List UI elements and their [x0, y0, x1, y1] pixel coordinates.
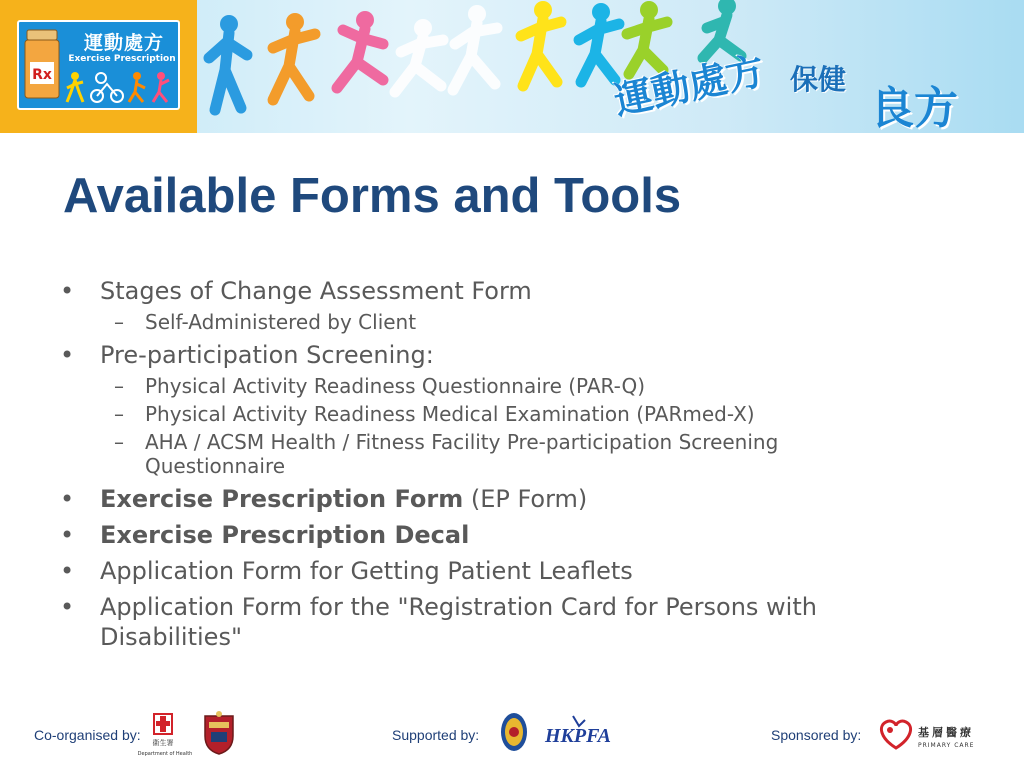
- pill-bottle-icon: [21, 24, 69, 110]
- runner-orange-figure: [273, 13, 315, 100]
- page-title: Available Forms and Tools: [63, 169, 682, 223]
- sub-bullet-item: [60, 402, 960, 426]
- logo-subtitle: Exercise Prescription: [68, 54, 176, 64]
- primary-care-cn: 基層醫療: [918, 726, 974, 739]
- bullet-text: Pre-participation Screening:: [100, 341, 434, 369]
- runner-yellow-figure: [521, 1, 561, 86]
- primary-care-logo: [876, 714, 988, 754]
- bullet-item: [60, 556, 960, 586]
- runner-pink-figure: [337, 11, 383, 88]
- slogan-part3: 良方: [870, 83, 958, 134]
- sub-bullet-text: Self-Administered by Client: [145, 310, 417, 334]
- exercise-prescription-logo: [0, 0, 197, 133]
- bullet-text: Application Form for Getting Patient Leaflets: [100, 557, 633, 585]
- bullet-item: [60, 276, 960, 306]
- bullet-item: [60, 484, 960, 514]
- sub-bullet-text: Physical Activity Readiness Medical Examination (PARmed-X): [145, 402, 755, 426]
- bullet-mark: •: [60, 593, 75, 621]
- hkpfa-logo: [543, 712, 611, 752]
- sub-bullet-item: [60, 430, 960, 478]
- slogan-part2: 保健: [790, 63, 847, 96]
- bullet-item: [60, 520, 960, 550]
- college-emblem-icon: [499, 711, 529, 753]
- department-of-health-logo: [136, 712, 194, 760]
- logo-panel: [17, 20, 180, 110]
- sub-bullet-item: [60, 374, 960, 398]
- bullet-item: [60, 340, 960, 370]
- supported-label: Supported by:: [392, 727, 480, 743]
- bullet-text: Application Form for the "Registration Card for Persons with Disabilities": [100, 593, 817, 651]
- primary-care-en: PRIMARY CARE: [918, 742, 975, 749]
- sub-bullet-text: AHA / ACSM Health / Fitness Facility Pre-participation Screening Questionnaire: [145, 430, 779, 478]
- coorganised-label: Co-organised by:: [34, 727, 141, 743]
- logo-title: 運動處方: [83, 32, 164, 54]
- doh-text-cn: 衞生署: [152, 739, 174, 747]
- medical-association-crest-icon: [201, 710, 237, 756]
- bullet-text: Stages of Change Assessment Form: [100, 277, 532, 305]
- hkpfa-text: HKPFA: [545, 725, 611, 747]
- header-banner: [0, 0, 1024, 133]
- bullet-mark: •: [60, 341, 75, 369]
- bullet-bold-text: Exercise Prescription Form: [100, 485, 464, 513]
- runner-white-figure-2: [453, 5, 497, 90]
- bullet-mark: •: [60, 521, 75, 549]
- runner-white-figure-1: [395, 19, 443, 92]
- dash-mark: –: [114, 310, 124, 334]
- runner-blue-figure: [209, 15, 247, 110]
- dash-mark: –: [114, 430, 124, 454]
- dash-mark: –: [114, 374, 124, 398]
- sub-bullet-text: Physical Activity Readiness Questionnaire (PAR-Q): [145, 374, 646, 398]
- slogan-part1: 運動處方: [610, 48, 769, 124]
- sub-bullet-item: [60, 310, 960, 334]
- bullet-bold-text: Exercise Prescription Decal: [100, 521, 470, 549]
- slogan: [610, 30, 1020, 134]
- sport-silhouettes-icon: [65, 68, 177, 106]
- bullet-item: [60, 592, 960, 652]
- sponsored-label: Sponsored by:: [771, 727, 862, 743]
- footer: [0, 700, 1024, 768]
- bullet-mark: •: [60, 557, 75, 585]
- bullet-mark: •: [60, 277, 75, 305]
- doh-text-en: Department of Health: [137, 751, 193, 757]
- bullet-list: [60, 270, 960, 652]
- rx-label: Rx: [32, 67, 52, 83]
- dash-mark: –: [114, 402, 124, 426]
- bullet-text: (EP Form): [463, 485, 588, 513]
- bullet-mark: •: [60, 485, 75, 513]
